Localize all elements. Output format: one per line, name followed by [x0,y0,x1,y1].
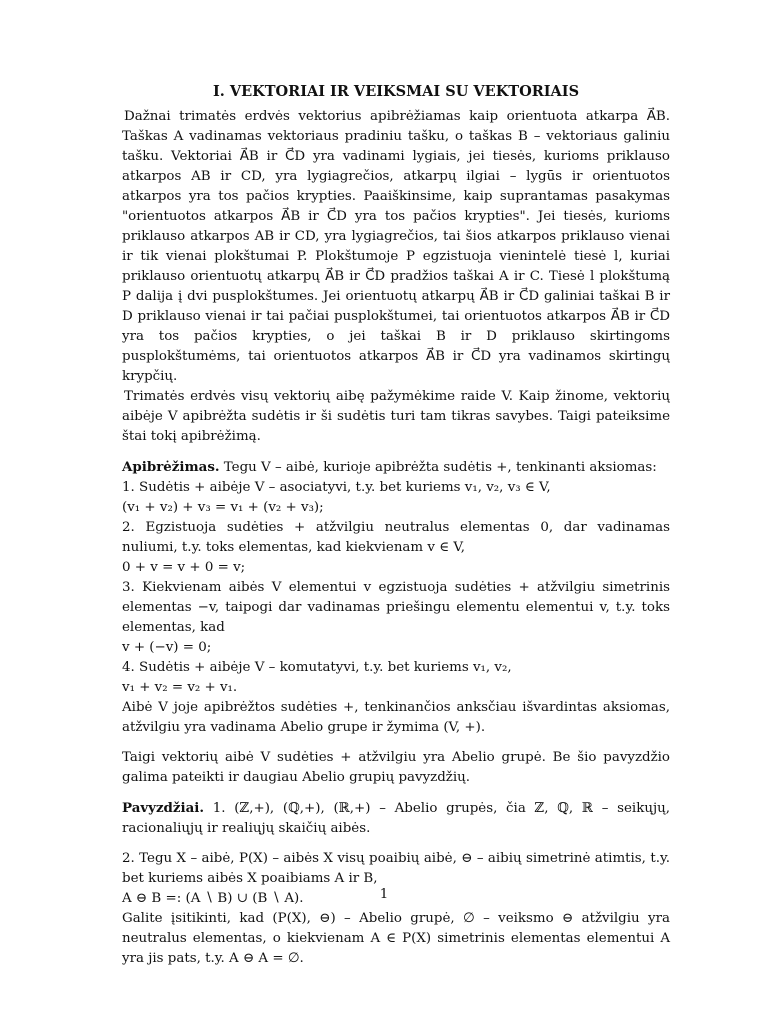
examples-paragraph [122,798,670,839]
example-2-conclusion: Galite įsitikinti, kad (P(X), ⊖) – Abelio grupė, ∅ – veiksmo ⊖ atžvilgiu yra neutralus elementas, o kiekvienam A ∈ P(X) simetrinis elementas elementui A yra jis pats, t.y. A ⊖ A = ∅. [122,911,670,966]
example-2-formula: A ⊖ B =: (A ∖ B) ∪ (B ∖ A). [122,891,304,906]
paragraph-intro: Dažnai trimatės erdvės vektorius apibrėžiamas kaip orientuota atkarpa A⃗B. Taškas A vadinamas vektoriaus pradiniu tašku, o taškas B – vektoriaus galiniu tašku. Vektoriai A⃗B ir C⃗D yra vadinami lygiais, jei tiesės, kurioms priklauso atkarpos AB ir CD, yra lygiagrečios, atkarpų ilgiai – lygūs ir orientuotos atkarpos yra tos pačios krypties. Paaiškinsime, kaip suprantamas pasakymas "orientuotos atkarpos A⃗B ir C⃗D yra tos pačios krypties". Jei tiesės, kurioms priklauso atkarpos AB ir CD, yra lygiagrečios, tai šios atkarpos priklauso vienai ir tik vienai plokštumai P. Plokštumoje P egzistuoja vienintelė tiesė l, kuriai priklauso orientuotų atkarpų A⃗B ir C⃗D pradžios taškai A ir C. Tiesė l plokštumą P dalija į dvi pusplokštumes. Jei orientuotų atkarpų A⃗B ir C⃗D galiniai taškai B ir D priklauso vienai ir tai pačiai pusplokštumei, tai orientuotos atkarpos A⃗B ir C⃗D yra tos pačios krypties, o jei taškai B ir D priklauso skirtingoms pusplokštumėms, tai orientuotos atkarpos A⃗B ir C⃗D yra vadinamos skirtingų krypčių. [122,109,670,384]
paragraph-abelian-group: Taigi vektorių aibė V sudėties + atžvilgiu yra Abelio grupė. Be šio pavyzdžio galima pateikti ir daugiau Abelio grupių pavyzdžių. [122,750,670,785]
definition-conclusion: Aibė V joje apibrėžtos sudėties +, tenkinančios anksčiau išvardintas aksiomas, atžvilgiu yra vadinama Abelio grupe ir žymima (V, +). [122,700,670,735]
document-page [122,82,670,969]
definition-paragraph [122,457,670,478]
axiom-2: 2. Egzistuoja sudėties + atžvilgiu neutralus elementas 0, dar vadinamas nuliumi, t.y. toks elementas, kad kiekvienam v ∈ V, [122,520,670,555]
example-2: 2. Tegu X – aibė, P(X) – aibės X visų poaibių aibė, ⊖ – aibių simetrinė atimtis, t.y. bet kuriems aibės X poaibiams A ir B, [122,851,670,886]
axiom-4-formula: v₁ + v₂ = v₂ + v₁. [122,680,238,695]
axiom-2-formula: 0 + v = v + 0 = v; [122,560,246,575]
axiom-4: 4. Sudėtis + aibėje V – komutatyvi, t.y. bet kuriems v₁, v₂, [122,660,512,675]
axiom-3-formula: v + (−v) = 0; [122,640,212,655]
section-title: I. VEKTORIAI IR VEIKSMAI SU VEKTORIAIS [212,83,580,100]
axiom-1-formula: (v₁ + v₂) + v₃ = v₁ + (v₂ + v₃); [122,500,324,515]
axiom-3: 3. Kiekvienam aibės V elementui v egzistuoja sudėties + atžvilgiu simetrinis elementas −v, taipogi dar vadinamas priešingu elementu elementui v, t.y. toks elementas, kad [122,580,670,635]
examples-label: Pavyzdžiai. [122,800,205,816]
definition-text: Tegu V – aibė, kurioje apibrėžta sudėtis +, tenkinanti aksiomas: [219,460,657,475]
page-number: 1 [379,887,389,902]
paragraph-vector-set: Trimatės erdvės visų vektorių aibę pažymėkime raide V. Kaip žinome, vektorių aibėje V apibrėžta sudėtis ir ši sudėtis turi tam tikras savybes. Taigi pateiksime štai tokį apibrėžimą. [122,389,670,444]
definition-label: Apibrėžimas. [122,459,220,475]
axiom-1: 1. Sudėtis + aibėje V – asociatyvi, t.y. bet kuriems v₁, v₂, v₃ ∈ V, [122,480,551,495]
example-1: 1. (ℤ,+), (ℚ,+), (ℝ,+) – Abelio grupės, čia ℤ, ℚ, ℝ – seikųjų, racionaliųjų ir realiųjų skaičių aibės. [122,801,670,836]
